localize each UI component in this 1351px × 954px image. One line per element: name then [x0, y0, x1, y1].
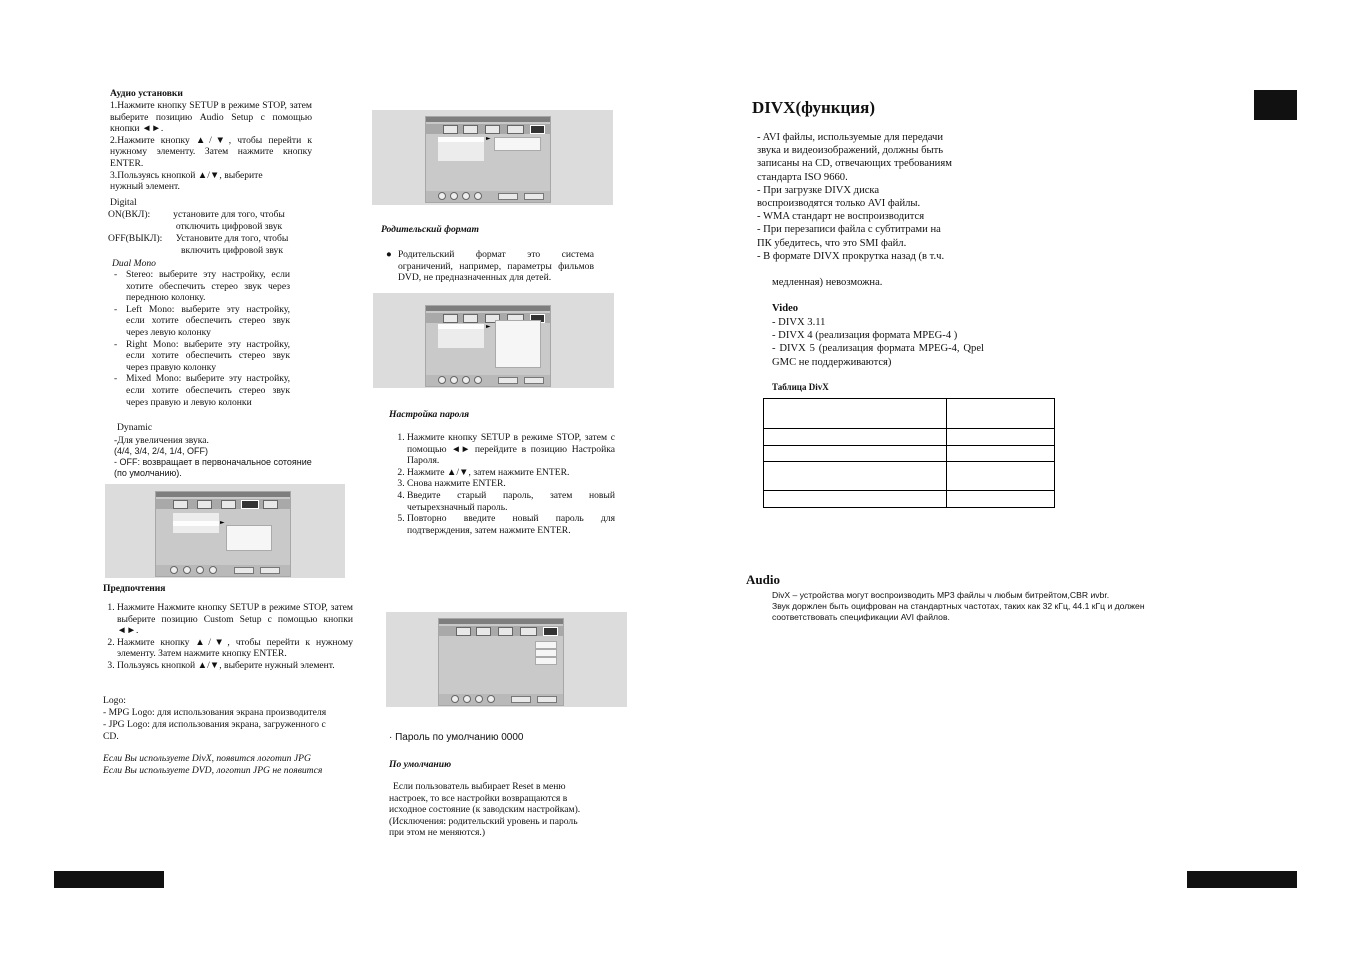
- table-row: [764, 491, 1055, 508]
- password-field: [535, 657, 557, 665]
- dynamic-title: Dynamic: [117, 422, 153, 433]
- audio-setup-icon: [241, 500, 259, 509]
- arrow-right-icon: ►: [486, 323, 491, 330]
- video-icon: [197, 500, 212, 509]
- list-item: - Stereo: выберите эту настройку, если хотите обеспечить стерео звук через переднюю колонку.: [114, 269, 290, 304]
- corner-marker-top-right: [1254, 90, 1297, 120]
- custom-icon: [543, 627, 558, 636]
- bullet-icon: ●: [386, 249, 392, 260]
- divx-title: DIVX(функция): [752, 98, 875, 117]
- video-icon: [476, 627, 491, 636]
- password-field: [535, 641, 557, 649]
- parental-title: Родительский формат: [381, 224, 479, 235]
- digital-on-desc: установите для того, чтобы отключить цифровой звук: [173, 209, 285, 232]
- list-item: - Right Mono: выберите эту настройку, если хотите обеспечить стерео звук через правую колонку: [114, 338, 290, 373]
- list-item: 1. Нажмите кнопку SETUP в режиме STOP, затем с помощью ◄► перейдите в позицию Настройка Пароля.: [407, 432, 615, 467]
- list-item: - DIVX 3.11: [772, 317, 826, 328]
- dynamic-off: - OFF: возвращает в первоначальное сотояние: [114, 457, 312, 467]
- dynamic-desc: -Для увеличения звука.: [114, 435, 209, 446]
- custom-icon: [530, 125, 545, 134]
- divx-table: [763, 398, 1055, 508]
- logo-jpg: - JPG Logo: для использования экрана, загруженного с CD.: [103, 719, 326, 742]
- list-item: 1. Нажмите Нажмите кнопку SETUP в режиме STOP, затем выберите позицию Custom Setup с помощью кнопки ◄►.: [117, 602, 353, 637]
- language-icon: [173, 500, 188, 509]
- arrow-right-icon: ►: [486, 135, 491, 142]
- list-item: 3. Снова нажмите ENTER.: [407, 478, 615, 490]
- speaker-icon: [485, 125, 500, 134]
- video-title: Video: [772, 303, 799, 314]
- parental-screenshot-1: [372, 110, 613, 205]
- osd-menu: [425, 116, 551, 203]
- list-item: 2. Нажмите кнопку ▲/▼, чтобы перейти к нужному элементу. Затем нажмите кнопку ENTER.: [117, 637, 353, 660]
- audio-setup-icon: [520, 627, 537, 636]
- password-field: [535, 649, 557, 657]
- logo-title: Logo:: [103, 695, 126, 706]
- note-divx: Если Вы используете DivX, появится логотип JPG: [103, 753, 311, 764]
- divx-table-title: Таблица DivX: [772, 382, 829, 392]
- audio-setup-steps: [110, 100, 312, 193]
- audio-setup-icon: [507, 125, 524, 134]
- video-items: [772, 316, 984, 369]
- default-title: По умолчанию: [389, 759, 452, 770]
- digital-off-desc: Установите для того, чтобы включить цифровой звук: [175, 233, 289, 256]
- note-dvd: Если Вы используете DVD, логотип JPG не появится: [103, 765, 323, 776]
- language-icon: [443, 125, 458, 134]
- audio-step: 2.Нажмите кнопку ▲/▼, чтобы перейти к нужному элементу. Затем нажмите кнопку ENTER.: [110, 134, 312, 169]
- audio-setup-title: Аудио установки: [110, 88, 183, 99]
- footer-bar-left: [54, 871, 164, 888]
- digital-title: Digital: [110, 197, 137, 208]
- list-item: 2. Нажмите ▲/▼, затем нажмите ENTER.: [407, 467, 615, 479]
- default-password: · Пароль по умолчанию 0000: [389, 732, 524, 743]
- language-icon: [456, 627, 471, 636]
- osd-menu-list: [173, 513, 219, 533]
- logo-mpg: - MPG Logo: для использования экрана производителя: [103, 707, 327, 718]
- osd-menu: [155, 491, 291, 577]
- dual-mono-list: [114, 269, 290, 408]
- table-row: [764, 462, 1055, 491]
- default-desc: Если пользователь выбирает Reset в меню настроек, то все настройки возвращаются в исходное состояние (к заводским настройкам). (Исключения: родительский уровень и пароль при этом не меняются.): [389, 781, 581, 839]
- custom-icon: [263, 500, 278, 509]
- osd-menu: [425, 305, 551, 387]
- list-item: - Left Mono: выберите эту настройку, если хотите обеспечить стерео звук через левую колонку: [114, 303, 290, 338]
- audio-title: Audio: [746, 572, 780, 587]
- dynamic-default: (по умолчанию).: [114, 468, 182, 478]
- table-row: [764, 429, 1055, 446]
- table-row: [764, 446, 1055, 462]
- list-item: - DIVX 5 (реализация формата MPEG-4, Qpel GMC не поддерживаются): [772, 343, 984, 368]
- video-icon: [463, 125, 478, 134]
- preferences-steps: [103, 602, 353, 672]
- dynamic-values: (4/4, 3/4, 2/4, 1/4, OFF): [114, 446, 209, 456]
- footer-bar-right: [1187, 871, 1297, 888]
- digital-on-label: ON(ВКЛ):: [108, 209, 151, 220]
- list-item: 3. Пользуясь кнопкой ▲/▼, выберите нужный элемент.: [117, 660, 353, 672]
- password-steps: [393, 432, 615, 536]
- password-title: Настройка пароля: [389, 409, 470, 420]
- osd-menu: [438, 618, 564, 706]
- video-icon: [463, 314, 478, 323]
- audio-lines: DivX – устройства могут воспроизводить MP3 файлы ч любым битрейтом,CBR иvbr. Звук доржлен быть оцифрован на стандартных частотах, таких как 32 кГц, 44.1 кГц и должен соответствовать спецификации AVI файлов.: [772, 590, 1145, 622]
- audio-setup-screenshot: [105, 484, 345, 578]
- table-row: [764, 399, 1055, 429]
- password-screenshot: [386, 612, 627, 707]
- preferences-title: Предпочтения: [103, 583, 166, 594]
- parental-screenshot-2: [373, 293, 614, 388]
- audio-step: 1.Нажмите кнопку SETUP в режиме STOP, затем выберите позицию Audio Setup с помощью кнопки ◄►.: [110, 100, 312, 135]
- list-item: - Mixed Mono: выберите эту настройку, если хотите обеспечить стерео звук через правую и левую колонки: [114, 373, 290, 408]
- arrow-right-icon: ►: [220, 519, 225, 526]
- audio-step: 3.Пользуясь кнопкой ▲/▼, выберите нужный элемент.: [110, 169, 263, 193]
- osd-submenu: [495, 320, 541, 368]
- list-item: 5. Повторно введите новый пароль для подтверждения, затем нажмите ENTER.: [407, 513, 615, 536]
- digital-off-label: OFF(ВЫКЛ):: [108, 233, 163, 244]
- osd-menu-list: [438, 137, 484, 161]
- list-item: 4. Введите старый пароль, затем новый четырехзначный пароль.: [407, 490, 615, 513]
- osd-menu-list: [438, 324, 484, 348]
- osd-submenu: [226, 525, 272, 551]
- speaker-icon: [221, 500, 236, 509]
- parental-desc: ● Родительский формат это система ограничений, например, параметры фильмов DVD, не предназначенных для детей.: [386, 249, 594, 284]
- osd-submenu: [494, 137, 541, 151]
- divx-lines: - AVI файлы, используемые для передачи звука и видеоизображений, должны быть записаны на CD, отвечающих требованиям стандарта ISO 9660. - При загрузке DIVX диска воспроизводятся только AVI файлы. - WMA стандарт не воспроизводится - При перезаписи файла с субтитрами на ПК убедитесь, что это SMI файл. - В формате DIVX прокрутка назад (в т.ч.: [757, 132, 952, 262]
- speaker-icon: [498, 627, 513, 636]
- list-item: - DIVX 4 (реализация формата MPEG-4 ): [772, 330, 958, 342]
- language-icon: [443, 314, 458, 323]
- dual-mono-title: Dual Mono: [112, 258, 156, 269]
- divx-slow: медленная) невозможна.: [772, 277, 883, 288]
